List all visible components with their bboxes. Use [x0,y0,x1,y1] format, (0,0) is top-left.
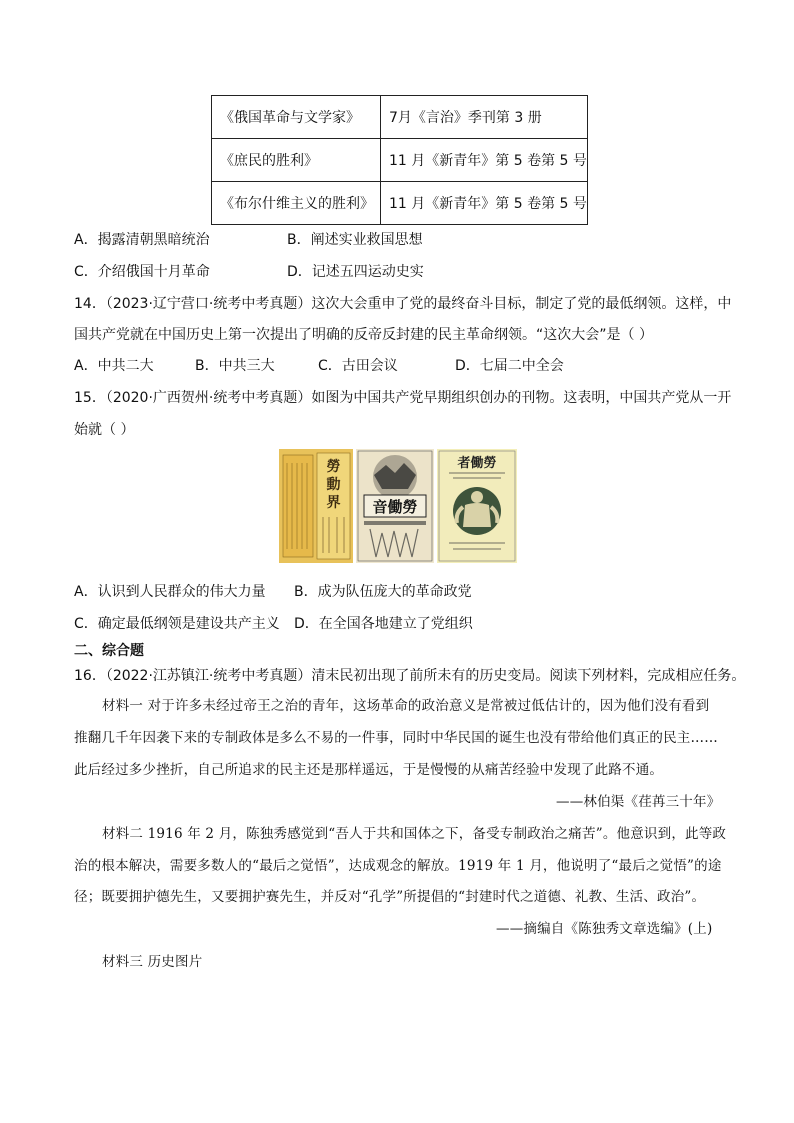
cover-title: 音働勞 [372,498,418,516]
q16-stem-line1: 16．（2022·江苏镇江·统考中考真题）清末民初出现了前所未有的历史变局。阅读下列材料，完成相应任务。 [74,668,746,684]
material1-line1: 材料一 对于许多未经过帝王之治的青年，这场革命的政治意义是常被过低估计的，因为他们没有看到 [102,698,710,714]
q14-stem-line2: 国共产党就在中国历史上第一次提出了明确的反帝反封建的民主革命纲领。“这次大会”是（ ） [74,327,653,343]
q14-option-b[interactable]: B．中共三大 [195,358,275,374]
cover-title-char: 動 [326,477,341,493]
material2-line3: 径；既要拥护德先生，又要拥护赛先生，并反对“孔学”所提倡的“封建时代之道德、礼教、生活、政治”。 [74,889,706,905]
q15-stem-line1: 15．（2020·广西贺州·统考中考真题）如图为中国共产党早期组织创办的刊物。这表明，中国共产党从一开 [74,390,732,406]
q13-option-c[interactable]: C．介绍俄国十月革命 [74,264,210,280]
q13-option-b[interactable]: B．阐述实业救国思想 [287,232,423,248]
material1-line3: 此后经过多少挫折，自己所追求的民主还是那样遥远，于是慢慢的从痛苦经验中发现了此路不通。 [74,762,664,778]
source-table [211,95,588,225]
q15-option-b[interactable]: B．成为队伍庞大的革命政党 [294,584,472,600]
table-cell: 《庶民的胜利》 [212,139,381,182]
q15-option-c[interactable]: C．确定最低纲领是建设共产主义 [74,616,280,632]
material2-line1: 材料二 1916 年 2 月，陈独秀感觉到“吾人于共和国体之下，备受专制政治之痛苦”。他意识到，此等政 [102,826,727,842]
q13-option-d[interactable]: D．记述五四运动史实 [287,264,424,280]
q15-option-d[interactable]: D．在全国各地建立了党组织 [294,616,473,632]
table-cell: 11 月《新青年》第 5 卷第 5 号 [381,139,588,182]
material2-source: ——摘编自《陈独秀文章选编》(上) [496,921,713,937]
periodical-cover-laodongyin [356,449,434,563]
periodical-cover-laodongjie [279,449,353,563]
table-row [212,96,588,139]
table-cell: 《俄国革命与文学家》 [212,96,381,139]
cover-art [356,449,434,563]
cover-title: 者働勞 [457,456,497,471]
cover-art [437,449,517,563]
q14-option-d[interactable]: D．七届二中全会 [455,358,564,374]
material1-source: ——林伯渠《荏苒三十年》 [556,794,721,810]
table-cell: 7月《言治》季刊第 3 册 [381,96,588,139]
periodical-cover-laodongzhe [437,449,517,563]
cover-art [279,449,353,563]
q14-option-a[interactable]: A．中共二大 [74,358,154,374]
q15-stem-line2: 始就（ ） [74,422,135,438]
q14-stem-line1: 14．（2023·辽宁营口·统考中考真题）这次大会重申了党的最终奋斗目标，制定了党的最低纲领。这样，中 [74,296,732,312]
table-row [212,139,588,182]
q13-option-a[interactable]: A．揭露清朝黑暗统治 [74,232,210,248]
cover-title-char: 界 [326,495,341,511]
periodicals-figure [279,449,517,563]
table-cell: 11 月《新青年》第 5 卷第 5 号 [381,182,588,225]
material2-line2: 治的根本解决，需要多数人的“最后之觉悟”，达成观念的解放。1919 年 1 月，他说明了“最后之觉悟”的途 [74,858,722,874]
table-cell: 《布尔什维主义的胜利》 [212,182,381,225]
q15-option-a[interactable]: A．认识到人民群众的伟大力量 [74,584,266,600]
section-heading: 二、综合题 [74,643,144,659]
material1-line2: 推翻几千年因袭下来的专制政体是多么不易的一件事，同时中华民国的诞生也没有带给他们真正的民主…… [74,730,718,746]
cover-title-char: 勞 [326,459,341,475]
table-row [212,182,588,225]
q14-option-c[interactable]: C．古田会议 [318,358,398,374]
material3-label: 材料三 历史图片 [102,954,203,970]
